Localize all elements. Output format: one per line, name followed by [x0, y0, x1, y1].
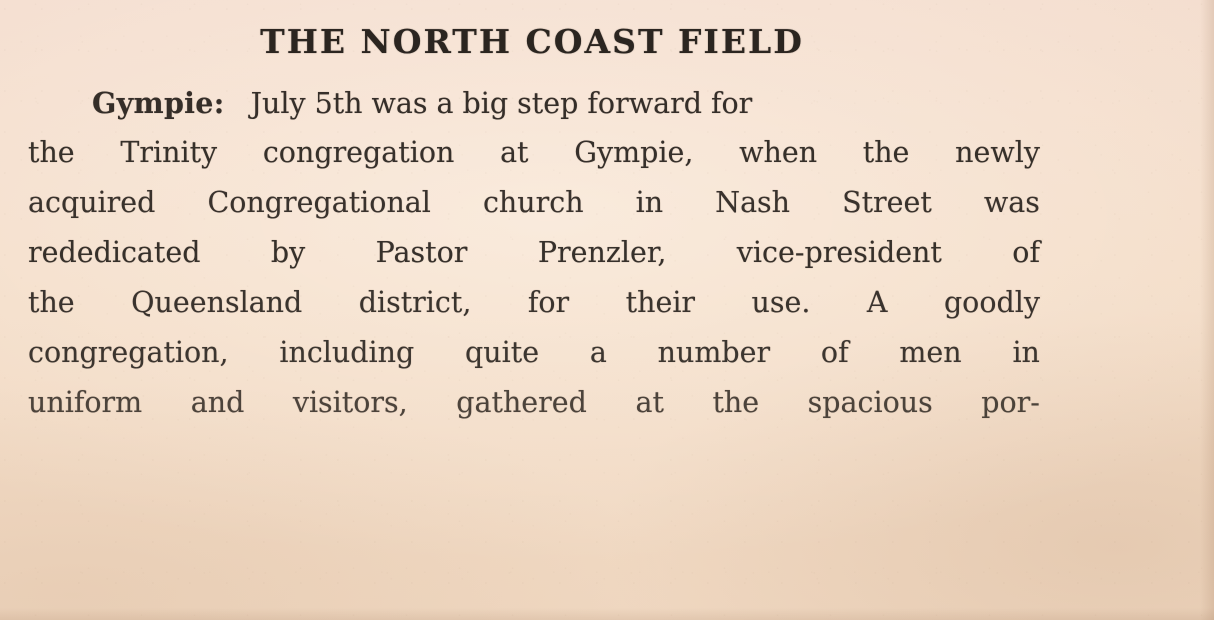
body-word: and: [190, 386, 245, 419]
body-word: by: [270, 236, 306, 269]
body-word: spacious: [807, 386, 933, 419]
body-word: vice-president: [736, 236, 942, 269]
body-line: [28, 336, 1040, 386]
body-word: Congregational: [207, 186, 431, 219]
body-word: for: [527, 286, 570, 319]
body-word: July: [250, 87, 306, 120]
body-word: A: [866, 286, 888, 319]
body-word: goodly: [943, 286, 1040, 319]
body-word: was: [983, 186, 1040, 219]
body-word: in: [1012, 336, 1040, 369]
body-word: congregation: [262, 136, 455, 169]
page-title: THE NORTH COAST FIELD: [260, 22, 804, 61]
body-word: of: [820, 336, 849, 369]
body-word: a: [436, 87, 454, 120]
body-word: gathered: [456, 386, 587, 419]
body-word: 5th: [314, 87, 363, 120]
body-word: rededicated: [28, 236, 201, 269]
body-line: [28, 136, 1040, 186]
body-word: the: [28, 286, 75, 319]
body-line: [28, 236, 1040, 286]
body-word: at: [500, 136, 529, 169]
body-line: [28, 386, 1040, 436]
body-word: use.: [751, 286, 811, 319]
body-word: their: [625, 286, 696, 319]
body-word: was: [371, 87, 428, 120]
body-word: forward: [587, 87, 702, 120]
body-word: in: [635, 186, 664, 219]
body-word: newly: [955, 136, 1040, 169]
body-word: congregation,: [28, 336, 229, 369]
body-word: big: [462, 87, 509, 120]
body-word: visitors,: [292, 386, 408, 419]
body-word: at: [635, 386, 664, 419]
body-word: when: [739, 136, 818, 169]
body-word: Prenzler,: [537, 236, 667, 269]
body-word: por-: [981, 386, 1040, 419]
body-line: [28, 86, 1040, 136]
body-line: [28, 186, 1040, 236]
body-word: Queensland: [131, 286, 303, 319]
body-word: of: [1012, 236, 1040, 269]
body-word: step: [517, 87, 579, 120]
lead-in-location: Gympie:: [92, 86, 225, 120]
body-word: Nash: [715, 186, 791, 219]
article-body: [28, 86, 1040, 436]
body-word: the: [28, 136, 75, 169]
body-word: men: [899, 336, 962, 369]
body-word: number: [657, 336, 771, 369]
body-word: the: [862, 136, 910, 169]
body-word: church: [482, 186, 584, 219]
body-word: Gympie,: [574, 136, 694, 169]
body-line: [28, 286, 1040, 336]
body-word: the: [712, 386, 760, 419]
body-word: district,: [358, 286, 472, 319]
body-word: Trinity: [120, 136, 218, 169]
body-word: Street: [842, 186, 932, 219]
body-word: quite: [465, 336, 540, 369]
body-word: acquired: [28, 186, 156, 219]
body-word: a: [589, 336, 607, 369]
body-word: for: [710, 87, 753, 120]
body-word: including: [279, 336, 415, 369]
body-word: uniform: [28, 386, 143, 419]
body-word: Pastor: [375, 236, 468, 269]
